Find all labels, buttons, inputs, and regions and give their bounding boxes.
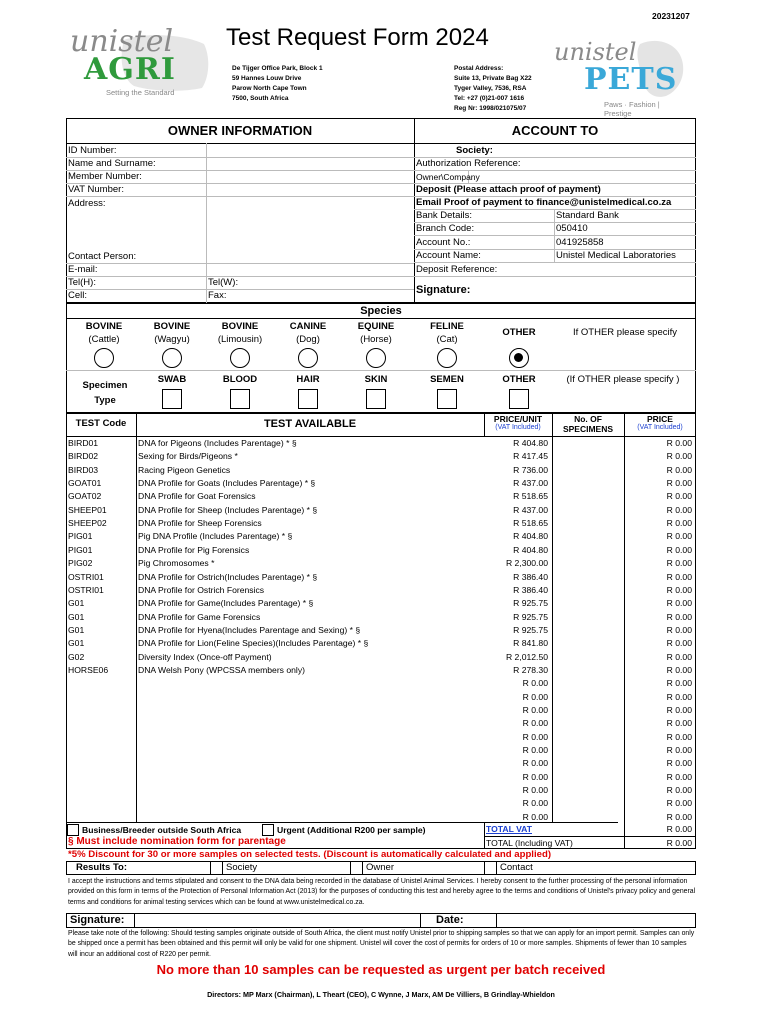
specimen-type-name: SEMEN bbox=[430, 374, 464, 385]
postal-address bbox=[454, 64, 532, 114]
test-price: R 2,012.50 bbox=[505, 651, 548, 662]
society-label: Society: bbox=[456, 145, 493, 156]
test-total: R 0.00 bbox=[666, 624, 692, 635]
specimen-label: Specimen bbox=[82, 380, 128, 391]
specimen-type-checkbox[interactable] bbox=[230, 389, 250, 409]
test-price: R 518.65 bbox=[513, 491, 548, 502]
specimen-count-field[interactable] bbox=[554, 517, 622, 529]
test-total: R 0.00 bbox=[666, 785, 692, 796]
test-code: G01 bbox=[68, 624, 85, 635]
test-price: R 0.00 bbox=[522, 691, 548, 702]
specimen-count-field[interactable] bbox=[554, 624, 622, 636]
deposit-ref-label: Deposit Reference: bbox=[416, 264, 498, 275]
nomination-note: § Must include nomination form for parentage bbox=[68, 836, 286, 847]
radio-selected-dot bbox=[514, 353, 523, 362]
test-price: R 925.75 bbox=[513, 624, 548, 635]
specimen-count-field[interactable] bbox=[554, 597, 622, 609]
results-to-label: Results To: bbox=[76, 862, 128, 873]
test-total: R 0.00 bbox=[666, 731, 692, 742]
vat-number-field[interactable] bbox=[208, 183, 412, 195]
test-total: R 0.00 bbox=[666, 504, 692, 515]
test-name: DNA Profile for Goats (Includes Parentage) * § bbox=[138, 478, 316, 489]
test-name: DNA Profile for Hyena(Includes Parentage and Sexing) * § bbox=[138, 624, 361, 635]
address-line: Tyger Valley, 7536, RSA bbox=[454, 85, 527, 92]
species-sub: (Limousin) bbox=[217, 334, 263, 345]
signature-label: Signature: bbox=[70, 914, 125, 926]
test-name: DNA Profile for Sheep (Includes Parentage) * § bbox=[138, 504, 318, 515]
test-code: SHEEP02 bbox=[68, 518, 107, 529]
specimen-count-field[interactable] bbox=[554, 544, 622, 556]
test-total: R 0.00 bbox=[666, 638, 692, 649]
specimen-count-field[interactable] bbox=[554, 771, 622, 783]
test-name: DNA Profile for Goat Forensics bbox=[138, 491, 256, 502]
auth-ref-label: Authorization Reference: bbox=[416, 158, 521, 169]
member-number-label: Member Number: bbox=[68, 171, 142, 182]
account-signature-label: Signature: bbox=[416, 284, 471, 296]
test-name: DNA Profile for Lion(Feline Species)(Includes Parentage) * § bbox=[138, 638, 369, 649]
test-total: R 0.00 bbox=[666, 558, 692, 569]
id-number-field[interactable] bbox=[208, 144, 412, 156]
test-total: R 0.00 bbox=[666, 798, 692, 809]
results-contact-label: Contact bbox=[500, 862, 533, 873]
test-total: R 0.00 bbox=[666, 478, 692, 489]
test-name: DNA Profile for Ostrich Forensics bbox=[138, 584, 265, 595]
test-code: OSTRI01 bbox=[68, 571, 104, 582]
logo-right-brand-top: unistel bbox=[554, 38, 637, 66]
species-sub: (Cattle) bbox=[88, 334, 120, 345]
test-price: R 278.30 bbox=[513, 664, 548, 675]
account-name-label: Account Name: bbox=[416, 250, 481, 261]
test-code: BIRD02 bbox=[68, 451, 99, 462]
consent-text: I accept the instructions and terms stipulated and consent to the DNA data being recorded in the database of Unistel Animal Services. I hereby consent to the further processing of the personal information provided on this form in terms of the Protection of Personal Information Act (2013) for the purposes of conducting this test and hereby agree to the terms and conditions of Unistel's privacy policy and general terms and conditions for animal testing services which can be found at www.unistelmedical.co.za. bbox=[68, 878, 696, 906]
address-line: Parow North Cape Town bbox=[232, 85, 307, 92]
deposit-label: Deposit (Please attach proof of payment) bbox=[416, 184, 601, 195]
species-sub: (Horse) bbox=[360, 334, 392, 345]
test-name: DNA Profile for Sheep Forensics bbox=[138, 518, 262, 529]
specimen-count-field[interactable] bbox=[554, 717, 622, 729]
species-sub: (Wagyu) bbox=[154, 334, 190, 345]
test-price: R 736.00 bbox=[513, 464, 548, 475]
specimen-count-field[interactable] bbox=[554, 490, 622, 502]
specimen-type-name: OTHER bbox=[502, 374, 536, 385]
tel-home-label: Tel(H): bbox=[68, 277, 96, 288]
urgent-checkbox[interactable] bbox=[262, 824, 274, 836]
specimen-type-name: BLOOD bbox=[222, 374, 258, 385]
test-code: PIG01 bbox=[68, 544, 93, 555]
species-name: CANINE bbox=[289, 321, 327, 332]
specimen-other-specify-field[interactable] bbox=[560, 386, 690, 408]
specimen-count-field[interactable] bbox=[554, 477, 622, 489]
address-line: De Tijger Office Park, Block 1 bbox=[232, 65, 323, 72]
specimen-type-checkbox[interactable] bbox=[366, 389, 386, 409]
test-price: R 386.40 bbox=[513, 584, 548, 595]
specimen-count-field[interactable] bbox=[554, 437, 622, 449]
test-name: Diversity Index (Once-off Payment) bbox=[138, 651, 272, 662]
address-line: Postal Address: bbox=[454, 65, 504, 72]
specimen-type-checkbox[interactable] bbox=[509, 389, 529, 409]
test-total: R 0.00 bbox=[666, 571, 692, 582]
bank-details-label: Bank Details: bbox=[416, 210, 472, 221]
test-price: R 404.80 bbox=[513, 531, 548, 542]
col-test-available: TEST AVAILABLE bbox=[263, 418, 357, 430]
test-total: R 0.00 bbox=[666, 598, 692, 609]
test-total: R 0.00 bbox=[666, 544, 692, 555]
test-price: R 386.40 bbox=[513, 571, 548, 582]
test-name: DNA Profile for Ostrich(Includes Parentage) * § bbox=[138, 571, 318, 582]
specimen-count-field[interactable] bbox=[554, 464, 622, 476]
signature-field[interactable] bbox=[136, 914, 418, 927]
address-label: Address: bbox=[68, 198, 106, 209]
account-to-header: ACCOUNT TO bbox=[511, 123, 599, 138]
account-no-label: Account No.: bbox=[416, 237, 471, 248]
urgent-limit-note: No more than 10 samples can be requested as urgent per batch received bbox=[156, 962, 606, 977]
vat-number-label: VAT Number: bbox=[68, 184, 124, 195]
id-number-label: ID Number: bbox=[68, 145, 117, 156]
specimen-count-field[interactable] bbox=[554, 784, 622, 796]
specimen-type-checkbox[interactable] bbox=[298, 389, 318, 409]
results-society-label: Society bbox=[226, 862, 258, 873]
species-radio[interactable] bbox=[509, 348, 529, 368]
document-id: 20231207 bbox=[652, 11, 690, 21]
specimen-count-field[interactable] bbox=[554, 571, 622, 583]
specimen-type-name: SKIN bbox=[364, 374, 388, 385]
col-test-code: TEST Code bbox=[75, 418, 127, 429]
test-price: R 437.00 bbox=[513, 504, 548, 515]
test-total: R 0.00 bbox=[666, 611, 692, 622]
specimen-type-checkbox[interactable] bbox=[437, 389, 457, 409]
test-code: OSTRI01 bbox=[68, 584, 104, 595]
logo-left-brand-main: AGRI bbox=[84, 52, 176, 87]
test-name: Racing Pigeon Genetics bbox=[138, 464, 231, 475]
test-price: R 417.45 bbox=[513, 451, 548, 462]
specimen-count-field[interactable] bbox=[554, 757, 622, 769]
logo-left-tagline: Setting the Standard bbox=[106, 88, 175, 97]
page-title: Test Request Form 2024 bbox=[226, 24, 489, 51]
email-field[interactable] bbox=[208, 263, 412, 275]
specimen-count-field[interactable] bbox=[554, 704, 622, 716]
urgent-label: Urgent (Additional R200 per sample) bbox=[277, 825, 426, 835]
species-radio[interactable] bbox=[94, 348, 114, 368]
total-incl-label: TOTAL (Including VAT) bbox=[486, 838, 573, 848]
address-line: Reg Nr: 1998/021075/07 bbox=[454, 105, 527, 112]
test-total: R 0.00 bbox=[666, 811, 692, 822]
specimen-count-field[interactable] bbox=[554, 584, 622, 596]
test-price: R 925.75 bbox=[513, 611, 548, 622]
test-code: G01 bbox=[68, 638, 85, 649]
directors-footer: Directors: MP Marx (Chairman), L Theart (CEO), C Wynne, J Marx, AM De Villiers, B Grindlay-Whieldon bbox=[207, 990, 555, 999]
outside-sa-checkbox[interactable] bbox=[67, 824, 79, 836]
test-total: R 0.00 bbox=[666, 584, 692, 595]
test-code: SHEEP01 bbox=[68, 504, 107, 515]
address-line: Suite 13, Private Bag X22 bbox=[454, 75, 532, 82]
branch-code-value: 050410 bbox=[556, 223, 588, 234]
test-name: DNA for Pigeons (Includes Parentage) * § bbox=[138, 438, 297, 448]
address-line: Tel: +27 (0)21-007 1616 bbox=[454, 95, 525, 102]
specimen-type-checkbox[interactable] bbox=[162, 389, 182, 409]
test-price: R 404.80 bbox=[513, 544, 548, 555]
test-total: R 0.00 bbox=[666, 745, 692, 756]
test-code: PIG01 bbox=[68, 531, 93, 542]
test-total: R 0.00 bbox=[666, 491, 692, 502]
specimen-count-field[interactable] bbox=[554, 504, 622, 516]
test-code: BIRD03 bbox=[68, 464, 99, 475]
shipping-note: Please take note of the following: Should testing samples originate outside of South Africa, the client must notify Unistel prior to shipping samples so that we can apply for an import permit. Samples can only be shipped once a permit has been obtained and this permit will only be valid for one shipment. Unistel will cover the cost of permits for orders of 10 or more samples. Shipments of fewer than 10 samples will incur an additional cost of R220 per permit. bbox=[68, 930, 695, 958]
col-price-unit-sub: (VAT Included) bbox=[495, 424, 541, 431]
specimen-type-name: HAIR bbox=[296, 374, 320, 385]
address-line: 59 Hannes Louw Drive bbox=[232, 75, 302, 82]
specimen-count-field[interactable] bbox=[554, 637, 622, 649]
test-price: R 0.00 bbox=[522, 705, 548, 715]
specimen-count-field[interactable] bbox=[554, 664, 622, 676]
test-total: R 0.00 bbox=[666, 464, 692, 475]
test-price: R 841.80 bbox=[513, 638, 548, 649]
test-code: GOAT02 bbox=[68, 491, 102, 502]
specimen-count-field[interactable] bbox=[554, 691, 622, 703]
test-total: R 0.00 bbox=[666, 705, 692, 715]
species-name: BOVINE bbox=[221, 321, 259, 332]
test-total: R 0.00 bbox=[666, 438, 692, 448]
results-society-checkbox[interactable] bbox=[210, 861, 223, 875]
test-price: R 925.75 bbox=[513, 598, 548, 609]
test-price: R 437.00 bbox=[513, 478, 548, 489]
contact-person-field[interactable] bbox=[208, 250, 412, 262]
test-price: R 0.00 bbox=[522, 731, 548, 742]
test-code: G01 bbox=[68, 598, 85, 609]
specimen-count-field[interactable] bbox=[554, 811, 622, 823]
test-total: R 0.00 bbox=[666, 718, 692, 729]
test-price: R 518.65 bbox=[513, 518, 548, 529]
test-code: G02 bbox=[68, 651, 85, 662]
specimen-count-field[interactable] bbox=[554, 677, 622, 689]
test-price: R 0.00 bbox=[522, 811, 548, 822]
specimen-type-label: Type bbox=[94, 395, 116, 406]
col-price-total: PRICE bbox=[647, 414, 673, 424]
species-other-specify-label: If OTHER please specify bbox=[572, 327, 677, 338]
species-radio[interactable] bbox=[366, 348, 386, 368]
logo-right-tagline: Paws · Fashion | Prestige bbox=[604, 100, 660, 118]
species-other-specify-field[interactable] bbox=[560, 342, 690, 366]
date-label: Date: bbox=[436, 914, 464, 926]
name-surname-field[interactable] bbox=[208, 157, 412, 169]
species-radio[interactable] bbox=[437, 348, 457, 368]
email-label: E-mail: bbox=[68, 264, 98, 275]
results-owner-label: Owner bbox=[366, 862, 394, 873]
contact-person-label: Contact Person: bbox=[68, 251, 137, 262]
specimen-count-field[interactable] bbox=[554, 611, 622, 623]
logo-right-brand-main: PETS bbox=[584, 62, 678, 97]
specimen-count-field[interactable] bbox=[554, 744, 622, 756]
test-name: Sexing for Birds/Pigeons * bbox=[138, 451, 238, 462]
species-radio[interactable] bbox=[230, 348, 250, 368]
name-surname-label: Name and Surname: bbox=[68, 158, 156, 169]
species-name: FELINE bbox=[430, 321, 464, 332]
test-code: GOAT01 bbox=[68, 478, 102, 489]
test-code: PIG02 bbox=[68, 558, 93, 569]
test-name: DNA Profile for Game Forensics bbox=[138, 611, 261, 622]
specimen-count-field[interactable] bbox=[554, 797, 622, 809]
outside-sa-label: Business/Breeder outside South Africa bbox=[82, 825, 242, 835]
physical-address bbox=[232, 64, 323, 104]
specimen-count-field[interactable] bbox=[554, 450, 622, 462]
test-total: R 0.00 bbox=[666, 664, 692, 675]
test-name: DNA Welsh Pony (WPCSSA members only) bbox=[138, 664, 305, 675]
col-num-specimens: No. OF SPECIMENS bbox=[562, 414, 614, 434]
test-total: R 0.00 bbox=[666, 758, 692, 769]
test-price: R 0.00 bbox=[522, 745, 548, 756]
total-vat-value: R 0.00 bbox=[666, 824, 692, 834]
test-code: BIRD01 bbox=[68, 438, 99, 448]
owner-info-header: OWNER INFORMATION bbox=[167, 123, 313, 138]
address-line: 7500, South Africa bbox=[232, 95, 289, 102]
cell-label: Cell: bbox=[68, 290, 88, 301]
test-name: Pig DNA Profile (Includes Parentage) * § bbox=[138, 531, 293, 542]
test-total: R 0.00 bbox=[666, 531, 692, 542]
test-total: R 0.00 bbox=[666, 451, 692, 462]
species-name: EQUINE bbox=[357, 321, 395, 332]
member-number-field[interactable] bbox=[208, 170, 412, 182]
test-name: DNA Profile for Game(Includes Parentage) * § bbox=[138, 598, 314, 609]
email-proof-label: Email Proof of payment to finance@unistelmedical.co.za bbox=[416, 197, 672, 208]
results-owner-checkbox[interactable] bbox=[350, 861, 363, 875]
results-contact-checkbox[interactable] bbox=[484, 861, 497, 875]
species-sub: (Cat) bbox=[436, 334, 458, 345]
col-price-total-sub: (VAT Included) bbox=[637, 424, 683, 431]
test-total: R 0.00 bbox=[666, 691, 692, 702]
col-price-unit: PRICE/UNIT bbox=[493, 414, 543, 424]
account-signature-field[interactable] bbox=[470, 277, 694, 301]
unistel-agri-logo bbox=[64, 26, 214, 98]
specimen-type-name: SWAB bbox=[157, 374, 187, 385]
test-total: R 0.00 bbox=[666, 678, 692, 689]
account-name-value: Unistel Medical Laboratories bbox=[556, 250, 676, 261]
species-name: BOVINE bbox=[85, 321, 123, 332]
test-total: R 0.00 bbox=[666, 651, 692, 662]
test-total: R 0.00 bbox=[666, 518, 692, 529]
date-field[interactable] bbox=[498, 914, 694, 927]
total-vat-label: TOTAL VAT bbox=[486, 824, 532, 834]
species-header: Species bbox=[360, 305, 402, 317]
test-code: HORSE06 bbox=[68, 664, 109, 675]
specimen-count-field[interactable] bbox=[554, 530, 622, 542]
fax-label: Fax: bbox=[208, 290, 227, 301]
specimen-other-specify-label: (If OTHER please specify ) bbox=[566, 374, 680, 385]
bank-details-value: Standard Bank bbox=[556, 210, 619, 221]
specimen-count-field[interactable] bbox=[554, 651, 622, 663]
species-name: BOVINE bbox=[153, 321, 191, 332]
account-no-value: 041925858 bbox=[556, 237, 604, 248]
test-name: DNA Profile for Pig Forensics bbox=[138, 544, 250, 555]
specimen-count-field[interactable] bbox=[554, 557, 622, 569]
unistel-pets-logo bbox=[548, 34, 688, 118]
specimen-count-field[interactable] bbox=[554, 731, 622, 743]
logo-left-brand-top: unistel bbox=[70, 24, 174, 59]
test-total: R 0.00 bbox=[666, 771, 692, 782]
branch-code-label: Branch Code: bbox=[416, 223, 475, 234]
species-radio[interactable] bbox=[298, 348, 318, 368]
test-code: G01 bbox=[68, 611, 85, 622]
test-price: R 0.00 bbox=[522, 771, 548, 782]
species-name: OTHER bbox=[502, 327, 536, 338]
test-name: Pig Chromosomes * bbox=[138, 558, 215, 569]
test-price: R 0.00 bbox=[522, 758, 548, 769]
test-price: R 0.00 bbox=[522, 718, 548, 729]
test-price: R 0.00 bbox=[522, 798, 548, 809]
discount-note: *5% Discount for 30 or more samples on selected tests. (Discount is automatically calculated and applied) bbox=[68, 849, 552, 860]
test-price: R 404.80 bbox=[513, 438, 548, 448]
tel-work-label: Tel(W): bbox=[208, 277, 239, 288]
owner-company-option[interactable]: Owner\Company bbox=[416, 172, 480, 182]
test-price: R 2,300.00 bbox=[505, 558, 548, 569]
species-sub: (Dog) bbox=[296, 334, 320, 345]
total-incl-value: R 0.00 bbox=[666, 838, 692, 848]
species-radio[interactable] bbox=[162, 348, 182, 368]
test-price: R 0.00 bbox=[522, 785, 548, 796]
test-price: R 0.00 bbox=[522, 678, 548, 689]
